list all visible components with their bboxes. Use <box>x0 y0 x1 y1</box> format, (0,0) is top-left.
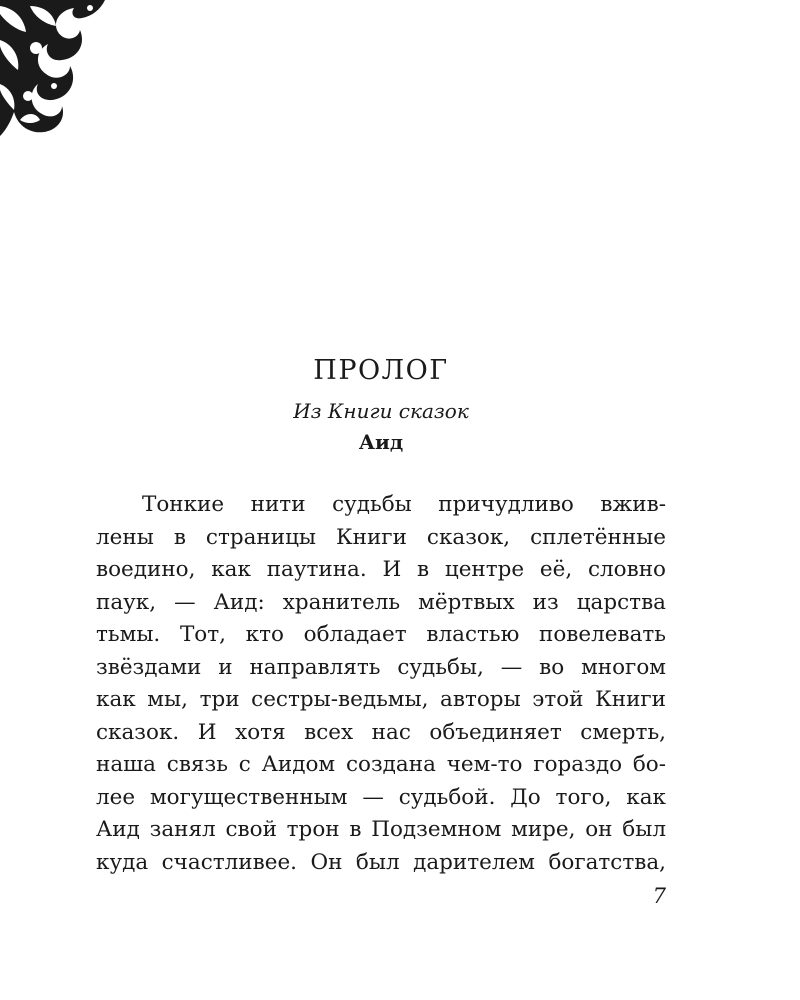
text-line: тьмы. Тот, кто обладает властью повелевать <box>96 622 666 647</box>
chapter-subtitle: Из Книги сказок <box>293 399 469 423</box>
text-line: наша связь с Аидом создана чем-то гораздо бо- <box>96 752 666 777</box>
text-line: куда счастливее. Он был дарителем богатства, <box>96 849 666 875</box>
chapter-narrator: Аид <box>358 430 404 454</box>
text-line: Тонкие нити судьбы причудливо вжив- <box>142 492 666 517</box>
text-line: воедино, как паутина. И в центре её, словно <box>96 557 666 582</box>
text-line: лены в страницы Книги сказок, сплетённые <box>96 524 666 550</box>
corner-ornament-icon <box>0 0 110 140</box>
body-paragraph <box>96 489 666 879</box>
text-line: звёздами и направлять судьбы, — во многом <box>96 654 666 680</box>
text-line: сказок. И хотя всех нас объединяет смерть, <box>96 719 666 745</box>
chapter-title: ПРОЛОГ <box>313 355 449 386</box>
text-line: как мы, три сестры-ведьмы, авторы этой Книги <box>96 687 666 712</box>
text-line: паук, — Аид: хранитель мёртвых из царства <box>96 589 666 615</box>
page-number: 7 <box>652 884 666 908</box>
text-line: лее могущественным — судьбой. До того, как <box>96 784 666 810</box>
text-line: Аид занял свой трон в Подземном мире, он был <box>96 817 666 842</box>
